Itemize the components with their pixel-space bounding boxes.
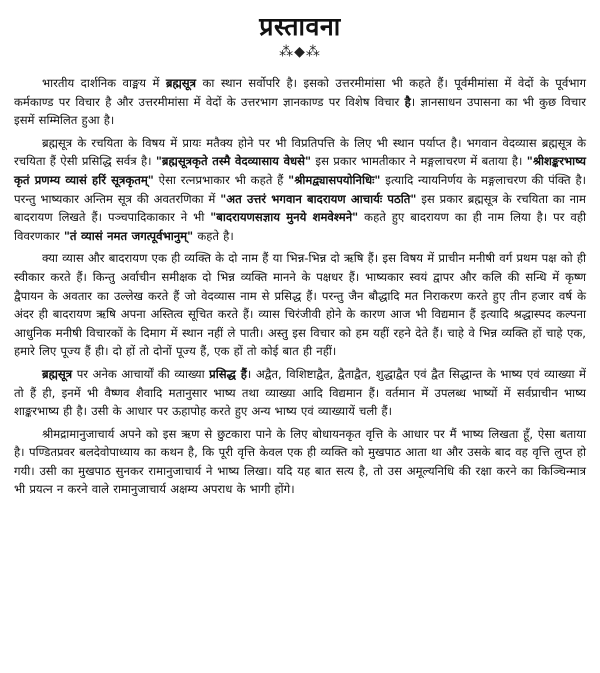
emphasized-text: प्रसिद्ध हैं <box>209 366 247 381</box>
emphasized-text: "श्रीशङ्करभाष्य कृतं प्रणम्य व्यासं हरिं सूत्रकृतम्" <box>14 154 586 187</box>
text-segment: पर अनेक आचार्यों की व्याख्या <box>72 366 210 381</box>
text-segment: श्रीमद्रामानुजाचार्य अपने को इस ऋण से छुटकारा पाने के लिए बोधायनकृत वृत्ति के आधार पर मैं भाष्य लिखता हूँ, ऐसा बताया है। पण्डितप्रवर बलदेवोपाध्याय का कथन है, कि पूरी वृत्ति केवल एक ही व्यक्ति को मुखपाठ आता था और उसके बाद वह वृत्ति लुप्त हो गयी। उसी का मुखपाठ सुनकर रामानुजाचार्य ने भाष्य लिखा। यदि यह बात सत्य है, तो उस अमूल्यनिधि की रक्षा करने का किञ्चिन्मात्र भी प्रयत्न न करने वाले रामानुजाचार्य अक्षम्य अपराध के भागी होंगे। <box>14 426 586 497</box>
text-segment: । अद्वैत, विशिष्टाद्वैत, द्वैताद्वैत, शुद्धाद्वैत एवं द्वैत सिद्धान्त के भाष्य एवं व्याख्या में तो हैं ही, इनमें भी वैष्णव शैवादि मतानुसार भाष्य तथा व्याख्या आदि विद्यमान हैं। वर्तमान में उपलब्ध भाष्यों में सर्वप्राचीन भाष्य शाङ्करभाष्य ही है। उसी के आधार पर ऊहापोह करते हुए अन्य भाष्य एवं व्याख्यायें चली हैं। <box>14 366 586 419</box>
text-segment: ऐसा रत्नप्रभाकार भी कहते हैं <box>153 172 289 187</box>
text-segment: इस प्रकार भामतीकार ने मङ्गलाचरण में बताया है। <box>311 154 527 169</box>
emphasized-text: ब्रह्मसूत्र <box>42 366 73 381</box>
paragraph <box>14 249 586 361</box>
text-segment: इस प्रकार ब्रह्मसूत्र के रचयिता का नाम बादरायण लिखते हैं। पञ्चपादिकाकार ने भी <box>14 191 586 225</box>
body-text <box>14 74 586 499</box>
emphasized-text: है <box>404 94 411 109</box>
text-segment: का स्थान सर्वोपरि है। इसको उत्तरमीमांसा भी कहते हैं। पूर्वमीमांसा में वेदों के पूर्वभाग कर्मकाण्ड पर विचार है और उत्तरमीमांसा में वेदों के उत्तरभाग ज्ञानकाण्ड पर विशेष विचार <box>14 76 586 109</box>
text-segment: कहते है। <box>193 228 234 243</box>
page-title: प्रस्तावना <box>259 12 341 41</box>
text-segment: इत्यादि न्यायनिर्णय के मङ्गलाचरण की पंक्ति है। परन्तु भाष्यकार अन्तिम सूत्र की अवतरणिका में <box>14 172 586 206</box>
text-segment: कहते हुए बादरायण का ही नाम लिया है। पर वही विवरणकार <box>14 210 587 243</box>
paragraph <box>14 365 586 421</box>
paragraph <box>14 425 586 499</box>
emphasized-text: ब्रह्मसूत्र <box>165 76 197 90</box>
emphasized-text: "अत उत्तरं भगवान बादरायण आचार्यः पठति" <box>220 191 417 206</box>
paragraph <box>14 74 586 130</box>
text-segment: क्या व्यास और बादरायण एक ही व्यक्ति के दो नाम हैं या भिन्न-भिन्न दो ऋषि हैं। इस विषय में प्राचीन मनीषी वर्ग प्रथम पक्ष को ही स्वीकार करते हैं। किन्तु अर्वाचीन समीक्षक दो भिन्न व्यक्ति मानने के पक्षधर हैं। भाष्यकार स्वयं द्वापर और कलि की सन्धि में कृष्ण द्वैपायन के अवतार का उल्लेख करते हैं जो वेदव्यास नाम से प्रसिद्ध हैं। परन्तु जैन बौद्धादि मत निराकरण करते हुए तीन हजार वर्ष के अंदर ही बादरायण ऋषि अपना अस्तित्व सूचित करते हैं। व्यास चिरंजीवी होने के कारण आज भी विद्यमान हैं इत्यादि श्रद्धास्पद कल्पना आधुनिक मनीषी विचारकों के दिमाग में स्थान नहीं ले पाती। अस्तु इस विचार को हम यहीं रहने देते हैं। चाहे वे भिन्न व्यक्ति हों चाहे एक, हमारे लिए पूज्य हैं ही। दो हों तो दोनों पूज्य हैं, एक हों तो कोई बात ही नहीं। <box>14 251 586 359</box>
text-segment: भारतीय दार्शनिक वाङ्मय में <box>42 76 166 90</box>
emphasized-text: "ब्रह्मसूत्रकृते तस्मै वेदव्यासाय वेधसे" <box>155 154 312 169</box>
text-segment: ब्रह्मसूत्र के रचयिता के विषय में प्रायः मतैक्य होने पर भी विप्रतिपत्ति के लिए भी स्थान पर्याप्त है। भगवान वेदव्यास ब्रह्मसूत्र के रचयिता हैं ऐसी प्रसिद्धि सर्वत्र है। <box>14 135 586 169</box>
text-segment: । ज्ञानसाधन उपासना का भी कुछ विचार इसमें सम्मिलित हुआ है। <box>14 94 586 128</box>
emphasized-text: "श्रीमद्व्यासपयोनिधिः" <box>288 172 381 187</box>
emphasized-text: "बादरायणसज्ञाय मुनये शमवेश्मने" <box>210 210 359 225</box>
paragraph <box>14 134 586 246</box>
title-ornament: ⁂◆⁂ <box>279 44 321 60</box>
emphasized-text: "तं व्यासं नमत जगत्पूर्वभानुम्" <box>63 228 194 243</box>
